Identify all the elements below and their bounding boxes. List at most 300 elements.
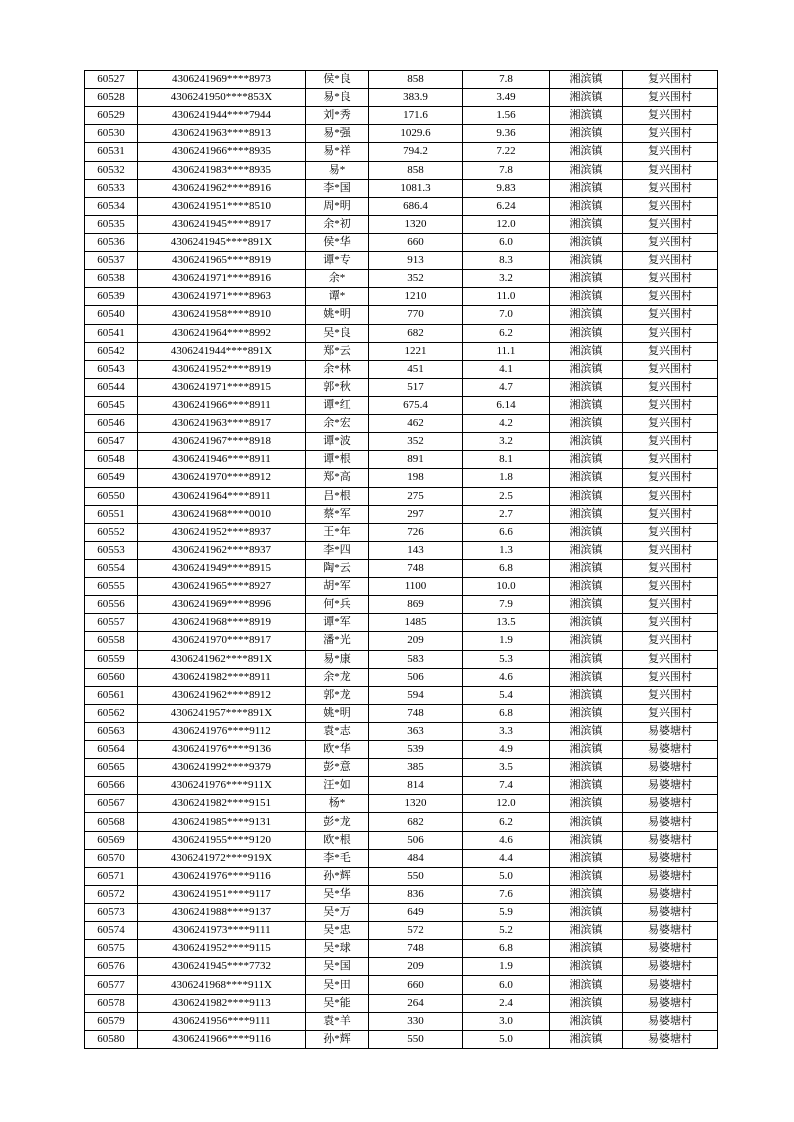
table-row	[85, 179, 718, 197]
cell-amount: 297	[369, 505, 463, 523]
cell-amount: 1320	[369, 795, 463, 813]
cell-town: 湘滨镇	[550, 777, 623, 795]
table-row	[85, 559, 718, 577]
cell-id-number: 4306241964****8911	[138, 487, 306, 505]
cell-name: 郭*龙	[306, 686, 369, 704]
cell-name: 姚*明	[306, 306, 369, 324]
cell-area: 4.2	[463, 415, 550, 433]
cell-id-number: 4306241962****891X	[138, 650, 306, 668]
table-row	[85, 813, 718, 831]
cell-amount: 1210	[369, 288, 463, 306]
cell-serial-number: 60538	[85, 270, 138, 288]
cell-serial-number: 60542	[85, 342, 138, 360]
cell-name: 郑*高	[306, 469, 369, 487]
cell-name: 蔡*军	[306, 505, 369, 523]
cell-serial-number: 60571	[85, 867, 138, 885]
cell-amount: 660	[369, 233, 463, 251]
table-row	[85, 396, 718, 414]
cell-id-number: 4306241988****9137	[138, 904, 306, 922]
cell-town: 湘滨镇	[550, 578, 623, 596]
cell-town: 湘滨镇	[550, 433, 623, 451]
cell-village: 易婆塘村	[623, 904, 718, 922]
cell-area: 9.36	[463, 125, 550, 143]
cell-area: 2.7	[463, 505, 550, 523]
cell-amount: 209	[369, 632, 463, 650]
cell-village: 易婆塘村	[623, 867, 718, 885]
cell-village: 复兴围村	[623, 487, 718, 505]
cell-name: 余*	[306, 270, 369, 288]
cell-village: 复兴围村	[623, 415, 718, 433]
cell-id-number: 4306241966****9116	[138, 1030, 306, 1048]
cell-amount: 385	[369, 759, 463, 777]
cell-area: 12.0	[463, 795, 550, 813]
table-row	[85, 360, 718, 378]
cell-id-number: 4306241963****8913	[138, 125, 306, 143]
cell-name: 汪*如	[306, 777, 369, 795]
cell-area: 7.8	[463, 71, 550, 89]
cell-village: 复兴围村	[623, 632, 718, 650]
cell-amount: 462	[369, 415, 463, 433]
cell-id-number: 4306241946****8911	[138, 451, 306, 469]
cell-name: 杨*	[306, 795, 369, 813]
cell-town: 湘滨镇	[550, 922, 623, 940]
cell-id-number: 4306241951****8510	[138, 197, 306, 215]
cell-id-number: 4306241952****8937	[138, 523, 306, 541]
cell-serial-number: 60573	[85, 904, 138, 922]
table-row	[85, 795, 718, 813]
cell-amount: 660	[369, 976, 463, 994]
cell-area: 6.6	[463, 523, 550, 541]
cell-area: 8.1	[463, 451, 550, 469]
cell-town: 湘滨镇	[550, 523, 623, 541]
cell-town: 湘滨镇	[550, 795, 623, 813]
cell-village: 复兴围村	[623, 704, 718, 722]
cell-id-number: 4306241956****9111	[138, 1012, 306, 1030]
cell-serial-number: 60532	[85, 161, 138, 179]
table-row	[85, 107, 718, 125]
cell-name: 欧*华	[306, 741, 369, 759]
cell-village: 易婆塘村	[623, 1012, 718, 1030]
cell-town: 湘滨镇	[550, 487, 623, 505]
cell-serial-number: 60531	[85, 143, 138, 161]
cell-area: 7.22	[463, 143, 550, 161]
cell-town: 湘滨镇	[550, 252, 623, 270]
cell-area: 3.0	[463, 1012, 550, 1030]
table-row	[85, 904, 718, 922]
cell-area: 1.9	[463, 958, 550, 976]
cell-id-number: 4306241949****8915	[138, 559, 306, 577]
cell-amount: 686.4	[369, 197, 463, 215]
table-row	[85, 704, 718, 722]
cell-village: 复兴围村	[623, 161, 718, 179]
table-row	[85, 288, 718, 306]
cell-id-number: 4306241971****8916	[138, 270, 306, 288]
cell-area: 6.8	[463, 559, 550, 577]
cell-amount: 649	[369, 904, 463, 922]
cell-area: 2.4	[463, 994, 550, 1012]
cell-id-number: 4306241971****8963	[138, 288, 306, 306]
cell-amount: 352	[369, 433, 463, 451]
cell-serial-number: 60535	[85, 215, 138, 233]
cell-amount: 1100	[369, 578, 463, 596]
cell-name: 易*良	[306, 89, 369, 107]
cell-area: 4.7	[463, 378, 550, 396]
table-row	[85, 125, 718, 143]
cell-area: 12.0	[463, 215, 550, 233]
cell-id-number: 4306241945****8917	[138, 215, 306, 233]
cell-area: 6.8	[463, 704, 550, 722]
cell-id-number: 4306241944****891X	[138, 342, 306, 360]
cell-amount: 550	[369, 1030, 463, 1048]
table-row	[85, 976, 718, 994]
cell-name: 袁*羊	[306, 1012, 369, 1030]
cell-area: 7.8	[463, 161, 550, 179]
cell-area: 5.9	[463, 904, 550, 922]
table-row	[85, 324, 718, 342]
cell-serial-number: 60580	[85, 1030, 138, 1048]
table-row	[85, 523, 718, 541]
table-row	[85, 1012, 718, 1030]
cell-village: 复兴围村	[623, 650, 718, 668]
cell-name: 余*初	[306, 215, 369, 233]
cell-town: 湘滨镇	[550, 306, 623, 324]
cell-id-number: 4306241976****9112	[138, 722, 306, 740]
cell-serial-number: 60572	[85, 885, 138, 903]
cell-serial-number: 60576	[85, 958, 138, 976]
cell-village: 复兴围村	[623, 523, 718, 541]
cell-town: 湘滨镇	[550, 1012, 623, 1030]
table-row	[85, 741, 718, 759]
cell-name: 姚*明	[306, 704, 369, 722]
cell-area: 3.2	[463, 433, 550, 451]
cell-amount: 506	[369, 668, 463, 686]
cell-village: 复兴围村	[623, 233, 718, 251]
cell-amount: 506	[369, 831, 463, 849]
cell-id-number: 4306241952****9115	[138, 940, 306, 958]
cell-name: 谭*专	[306, 252, 369, 270]
cell-area: 6.0	[463, 233, 550, 251]
cell-village: 易婆塘村	[623, 741, 718, 759]
table-row	[85, 849, 718, 867]
cell-village: 复兴围村	[623, 614, 718, 632]
cell-area: 1.3	[463, 541, 550, 559]
cell-id-number: 4306241972****919X	[138, 849, 306, 867]
cell-id-number: 4306241963****8917	[138, 415, 306, 433]
cell-village: 易婆塘村	[623, 795, 718, 813]
cell-village: 复兴围村	[623, 324, 718, 342]
cell-village: 易婆塘村	[623, 722, 718, 740]
cell-area: 3.49	[463, 89, 550, 107]
cell-id-number: 4306241976****911X	[138, 777, 306, 795]
cell-id-number: 4306241982****9113	[138, 994, 306, 1012]
cell-town: 湘滨镇	[550, 342, 623, 360]
cell-name: 吴*球	[306, 940, 369, 958]
cell-amount: 794.2	[369, 143, 463, 161]
cell-area: 3.3	[463, 722, 550, 740]
cell-amount: 383.9	[369, 89, 463, 107]
cell-serial-number: 60551	[85, 505, 138, 523]
table-row	[85, 1030, 718, 1048]
cell-id-number: 4306241966****8935	[138, 143, 306, 161]
cell-id-number: 4306241965****8919	[138, 252, 306, 270]
table-row	[85, 505, 718, 523]
cell-id-number: 4306241982****8911	[138, 668, 306, 686]
cell-village: 复兴围村	[623, 396, 718, 414]
cell-id-number: 4306241965****8927	[138, 578, 306, 596]
cell-name: 谭*军	[306, 614, 369, 632]
cell-town: 湘滨镇	[550, 704, 623, 722]
cell-name: 余*宏	[306, 415, 369, 433]
cell-village: 易婆塘村	[623, 885, 718, 903]
cell-amount: 726	[369, 523, 463, 541]
cell-id-number: 4306241970****8912	[138, 469, 306, 487]
cell-area: 6.24	[463, 197, 550, 215]
cell-town: 湘滨镇	[550, 686, 623, 704]
cell-area: 6.14	[463, 396, 550, 414]
cell-serial-number: 60570	[85, 849, 138, 867]
cell-town: 湘滨镇	[550, 885, 623, 903]
cell-id-number: 4306241944****7944	[138, 107, 306, 125]
cell-serial-number: 60566	[85, 777, 138, 795]
cell-town: 湘滨镇	[550, 614, 623, 632]
cell-area: 7.4	[463, 777, 550, 795]
cell-area: 5.0	[463, 1030, 550, 1048]
cell-town: 湘滨镇	[550, 324, 623, 342]
cell-amount: 594	[369, 686, 463, 704]
cell-town: 湘滨镇	[550, 161, 623, 179]
cell-village: 复兴围村	[623, 125, 718, 143]
cell-village: 易婆塘村	[623, 958, 718, 976]
cell-amount: 1081.3	[369, 179, 463, 197]
cell-serial-number: 60548	[85, 451, 138, 469]
cell-village: 复兴围村	[623, 505, 718, 523]
cell-town: 湘滨镇	[550, 741, 623, 759]
cell-village: 复兴围村	[623, 378, 718, 396]
cell-id-number: 4306241962****8937	[138, 541, 306, 559]
cell-amount: 682	[369, 324, 463, 342]
cell-village: 复兴围村	[623, 143, 718, 161]
cell-village: 复兴围村	[623, 578, 718, 596]
cell-name: 吴*华	[306, 885, 369, 903]
cell-name: 孙*辉	[306, 1030, 369, 1048]
cell-town: 湘滨镇	[550, 71, 623, 89]
cell-serial-number: 60579	[85, 1012, 138, 1030]
cell-area: 3.2	[463, 270, 550, 288]
cell-village: 复兴围村	[623, 433, 718, 451]
cell-town: 湘滨镇	[550, 1030, 623, 1048]
cell-town: 湘滨镇	[550, 813, 623, 831]
cell-name: 谭*	[306, 288, 369, 306]
cell-serial-number: 60529	[85, 107, 138, 125]
cell-town: 湘滨镇	[550, 179, 623, 197]
cell-town: 湘滨镇	[550, 958, 623, 976]
cell-town: 湘滨镇	[550, 849, 623, 867]
cell-id-number: 4306241964****8992	[138, 324, 306, 342]
cell-serial-number: 60540	[85, 306, 138, 324]
cell-amount: 264	[369, 994, 463, 1012]
cell-id-number: 4306241976****9136	[138, 741, 306, 759]
cell-amount: 583	[369, 650, 463, 668]
cell-serial-number: 60539	[85, 288, 138, 306]
cell-area: 9.83	[463, 179, 550, 197]
table-row	[85, 650, 718, 668]
cell-id-number: 4306241970****8917	[138, 632, 306, 650]
cell-village: 易婆塘村	[623, 831, 718, 849]
cell-amount: 1029.6	[369, 125, 463, 143]
cell-serial-number: 60554	[85, 559, 138, 577]
cell-village: 复兴围村	[623, 288, 718, 306]
cell-name: 李*毛	[306, 849, 369, 867]
cell-id-number: 4306241971****8915	[138, 378, 306, 396]
cell-town: 湘滨镇	[550, 451, 623, 469]
table-row	[85, 686, 718, 704]
table-row	[85, 759, 718, 777]
cell-area: 13.5	[463, 614, 550, 632]
cell-serial-number: 60553	[85, 541, 138, 559]
cell-village: 易婆塘村	[623, 1030, 718, 1048]
table-row	[85, 270, 718, 288]
table-row	[85, 777, 718, 795]
cell-name: 欧*根	[306, 831, 369, 849]
cell-area: 1.56	[463, 107, 550, 125]
cell-amount: 171.6	[369, 107, 463, 125]
cell-id-number: 4306241955****9120	[138, 831, 306, 849]
cell-town: 湘滨镇	[550, 668, 623, 686]
cell-amount: 484	[369, 849, 463, 867]
cell-area: 1.8	[463, 469, 550, 487]
table-row	[85, 433, 718, 451]
cell-name: 侯*华	[306, 233, 369, 251]
cell-area: 5.2	[463, 922, 550, 940]
cell-amount: 748	[369, 940, 463, 958]
cell-serial-number: 60550	[85, 487, 138, 505]
cell-area: 6.0	[463, 976, 550, 994]
cell-serial-number: 60560	[85, 668, 138, 686]
cell-name: 易*	[306, 161, 369, 179]
cell-village: 复兴围村	[623, 541, 718, 559]
cell-amount: 748	[369, 704, 463, 722]
cell-village: 易婆塘村	[623, 922, 718, 940]
table-row	[85, 143, 718, 161]
beneficiary-table	[84, 70, 718, 1049]
cell-village: 复兴围村	[623, 252, 718, 270]
cell-town: 湘滨镇	[550, 107, 623, 125]
cell-serial-number: 60552	[85, 523, 138, 541]
table-row	[85, 161, 718, 179]
cell-id-number: 4306241968****8919	[138, 614, 306, 632]
cell-name: 吴*国	[306, 958, 369, 976]
cell-name: 李*四	[306, 541, 369, 559]
cell-amount: 1320	[369, 215, 463, 233]
cell-name: 孙*辉	[306, 867, 369, 885]
cell-id-number: 4306241950****853X	[138, 89, 306, 107]
cell-amount: 550	[369, 867, 463, 885]
cell-village: 易婆塘村	[623, 759, 718, 777]
table-row	[85, 632, 718, 650]
table-row	[85, 940, 718, 958]
cell-serial-number: 60541	[85, 324, 138, 342]
table-row	[85, 306, 718, 324]
cell-amount: 913	[369, 252, 463, 270]
cell-name: 易*强	[306, 125, 369, 143]
table-row	[85, 831, 718, 849]
cell-village: 复兴围村	[623, 360, 718, 378]
cell-town: 湘滨镇	[550, 505, 623, 523]
cell-town: 湘滨镇	[550, 596, 623, 614]
cell-village: 复兴围村	[623, 179, 718, 197]
cell-village: 易婆塘村	[623, 994, 718, 1012]
cell-name: 谭*根	[306, 451, 369, 469]
table-row	[85, 885, 718, 903]
cell-amount: 275	[369, 487, 463, 505]
cell-town: 湘滨镇	[550, 378, 623, 396]
cell-id-number: 4306241962****8916	[138, 179, 306, 197]
cell-village: 复兴围村	[623, 559, 718, 577]
cell-town: 湘滨镇	[550, 143, 623, 161]
cell-town: 湘滨镇	[550, 270, 623, 288]
cell-serial-number: 60536	[85, 233, 138, 251]
cell-village: 易婆塘村	[623, 813, 718, 831]
cell-village: 复兴围村	[623, 306, 718, 324]
cell-area: 1.9	[463, 632, 550, 650]
cell-area: 11.1	[463, 342, 550, 360]
cell-area: 7.9	[463, 596, 550, 614]
cell-name: 余*林	[306, 360, 369, 378]
table-row	[85, 415, 718, 433]
table-row	[85, 958, 718, 976]
cell-area: 6.2	[463, 324, 550, 342]
cell-serial-number: 60569	[85, 831, 138, 849]
cell-name: 吴*能	[306, 994, 369, 1012]
cell-village: 复兴围村	[623, 469, 718, 487]
cell-town: 湘滨镇	[550, 940, 623, 958]
table-row	[85, 378, 718, 396]
cell-area: 4.4	[463, 849, 550, 867]
cell-id-number: 4306241962****8912	[138, 686, 306, 704]
cell-area: 5.0	[463, 867, 550, 885]
cell-village: 复兴围村	[623, 451, 718, 469]
table-body	[85, 71, 718, 1049]
cell-name: 刘*秀	[306, 107, 369, 125]
cell-town: 湘滨镇	[550, 89, 623, 107]
cell-village: 复兴围村	[623, 71, 718, 89]
table-row	[85, 89, 718, 107]
table-row	[85, 668, 718, 686]
cell-name: 王*年	[306, 523, 369, 541]
cell-id-number: 4306241969****8996	[138, 596, 306, 614]
cell-serial-number: 60543	[85, 360, 138, 378]
cell-town: 湘滨镇	[550, 233, 623, 251]
cell-village: 复兴围村	[623, 270, 718, 288]
cell-name: 李*国	[306, 179, 369, 197]
cell-area: 5.4	[463, 686, 550, 704]
cell-town: 湘滨镇	[550, 125, 623, 143]
cell-town: 湘滨镇	[550, 994, 623, 1012]
cell-area: 2.5	[463, 487, 550, 505]
cell-serial-number: 60563	[85, 722, 138, 740]
cell-id-number: 4306241945****7732	[138, 958, 306, 976]
cell-serial-number: 60527	[85, 71, 138, 89]
table-row	[85, 541, 718, 559]
cell-area: 7.0	[463, 306, 550, 324]
cell-name: 袁*志	[306, 722, 369, 740]
cell-area: 6.2	[463, 813, 550, 831]
cell-serial-number: 60574	[85, 922, 138, 940]
cell-village: 复兴围村	[623, 342, 718, 360]
table-row	[85, 867, 718, 885]
cell-village: 复兴围村	[623, 107, 718, 125]
cell-serial-number: 60562	[85, 704, 138, 722]
